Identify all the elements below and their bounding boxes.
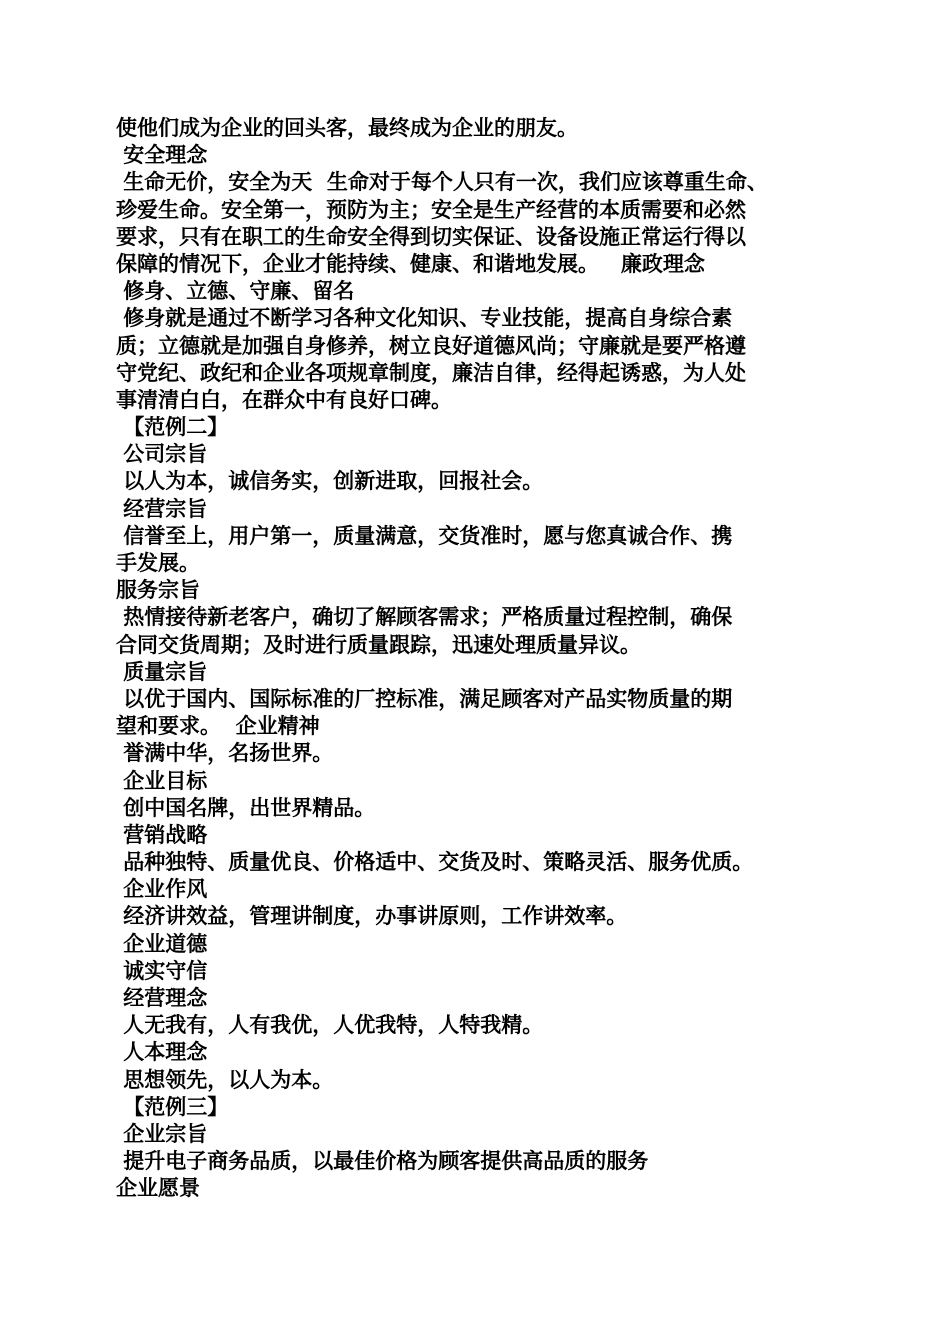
section-heading: 企业愿景 xyxy=(116,1176,200,1201)
text-line: 思想领先，以人为本。 xyxy=(116,1067,334,1092)
section-heading: 安全理念 xyxy=(116,143,208,168)
section-heading: 企业目标 xyxy=(116,768,208,793)
text-line: 热情接待新老客户，确切了解顾客需求；严格质量过程控制，确保 xyxy=(116,605,733,630)
section-heading: 经营宗旨 xyxy=(116,496,208,521)
text-line: 人无我有，人有我优，人优我特，人特我精。 xyxy=(116,1013,544,1038)
section-heading: 质量宗旨 xyxy=(116,659,208,684)
text-line: 保障的情况下，企业才能持续、健康、和谐地发展。 廉政理念 xyxy=(116,251,705,276)
text-line: 使他们成为企业的回头客，最终成为企业的朋友。 xyxy=(116,116,578,140)
example-heading: 【范例三】 xyxy=(116,1094,229,1119)
text-line: 经济讲效益，管理讲制度，办事讲原则，工作讲效率。 xyxy=(116,904,628,929)
section-heading: 企业宗旨 xyxy=(116,1121,208,1146)
section-heading: 企业作风 xyxy=(116,877,208,902)
text-line: 守党纪、政纪和企业各项规章制度，廉洁自律，经得起诱惑，为人处 xyxy=(116,360,746,385)
example-heading: 【范例二】 xyxy=(116,415,229,440)
text-line: 事清清白白，在群众中有良好口碑。 xyxy=(116,387,452,412)
document-body xyxy=(116,115,846,1203)
section-heading: 人本理念 xyxy=(116,1040,208,1065)
section-heading: 营销战略 xyxy=(116,822,208,847)
section-heading: 公司宗旨 xyxy=(116,442,208,467)
text-line: 修身、立德、守廉、留名 xyxy=(116,279,355,304)
text-line: 生命无价，安全为天 生命对于每个人只有一次，我们应该尊重生命、 xyxy=(116,170,768,195)
text-line: 誉满中华，名扬世界。 xyxy=(116,741,334,766)
text-line: 要求，只有在职工的生命安全得到切实保证、设备设施正常运行得以 xyxy=(116,224,746,249)
text-line: 手发展。 xyxy=(116,551,200,575)
text-line: 创中国名牌，出世界精品。 xyxy=(116,795,376,820)
text-line: 以优于国内、国际标准的厂控标准，满足顾客对产品实物质量的期 xyxy=(116,686,733,711)
text-line: 以人为本，诚信务实，创新进取，回报社会。 xyxy=(116,469,544,494)
text-line: 信誉至上，用户第一，质量满意，交货准时，愿与您真诚合作、携 xyxy=(116,523,733,548)
text-line: 望和要求。 企业精神 xyxy=(116,714,320,739)
text-line: 提升电子商务品质，以最佳价格为顾客提供高品质的服务 xyxy=(116,1149,649,1174)
text-line: 珍爱生命。安全第一，预防为主；安全是生产经营的本质需要和必然 xyxy=(116,197,746,222)
section-heading: 企业道德 xyxy=(116,931,208,956)
text-line: 质；立德就是加强自身修养，树立良好道德风尚；守廉就是要严格遵 xyxy=(116,333,746,358)
text-line: 品种独特、质量优良、价格适中、交货及时、策略灵活、服务优质。 xyxy=(116,850,754,875)
section-heading: 经营理念 xyxy=(116,986,208,1010)
text-line: 修身就是通过不断学习各种文化知识、专业技能，提高自身综合素 xyxy=(116,306,733,331)
text-line: 诚实守信 xyxy=(116,958,208,983)
section-heading: 服务宗旨 xyxy=(116,578,200,603)
text-line: 合同交货周期；及时进行质量跟踪，迅速处理质量异议。 xyxy=(116,632,641,657)
